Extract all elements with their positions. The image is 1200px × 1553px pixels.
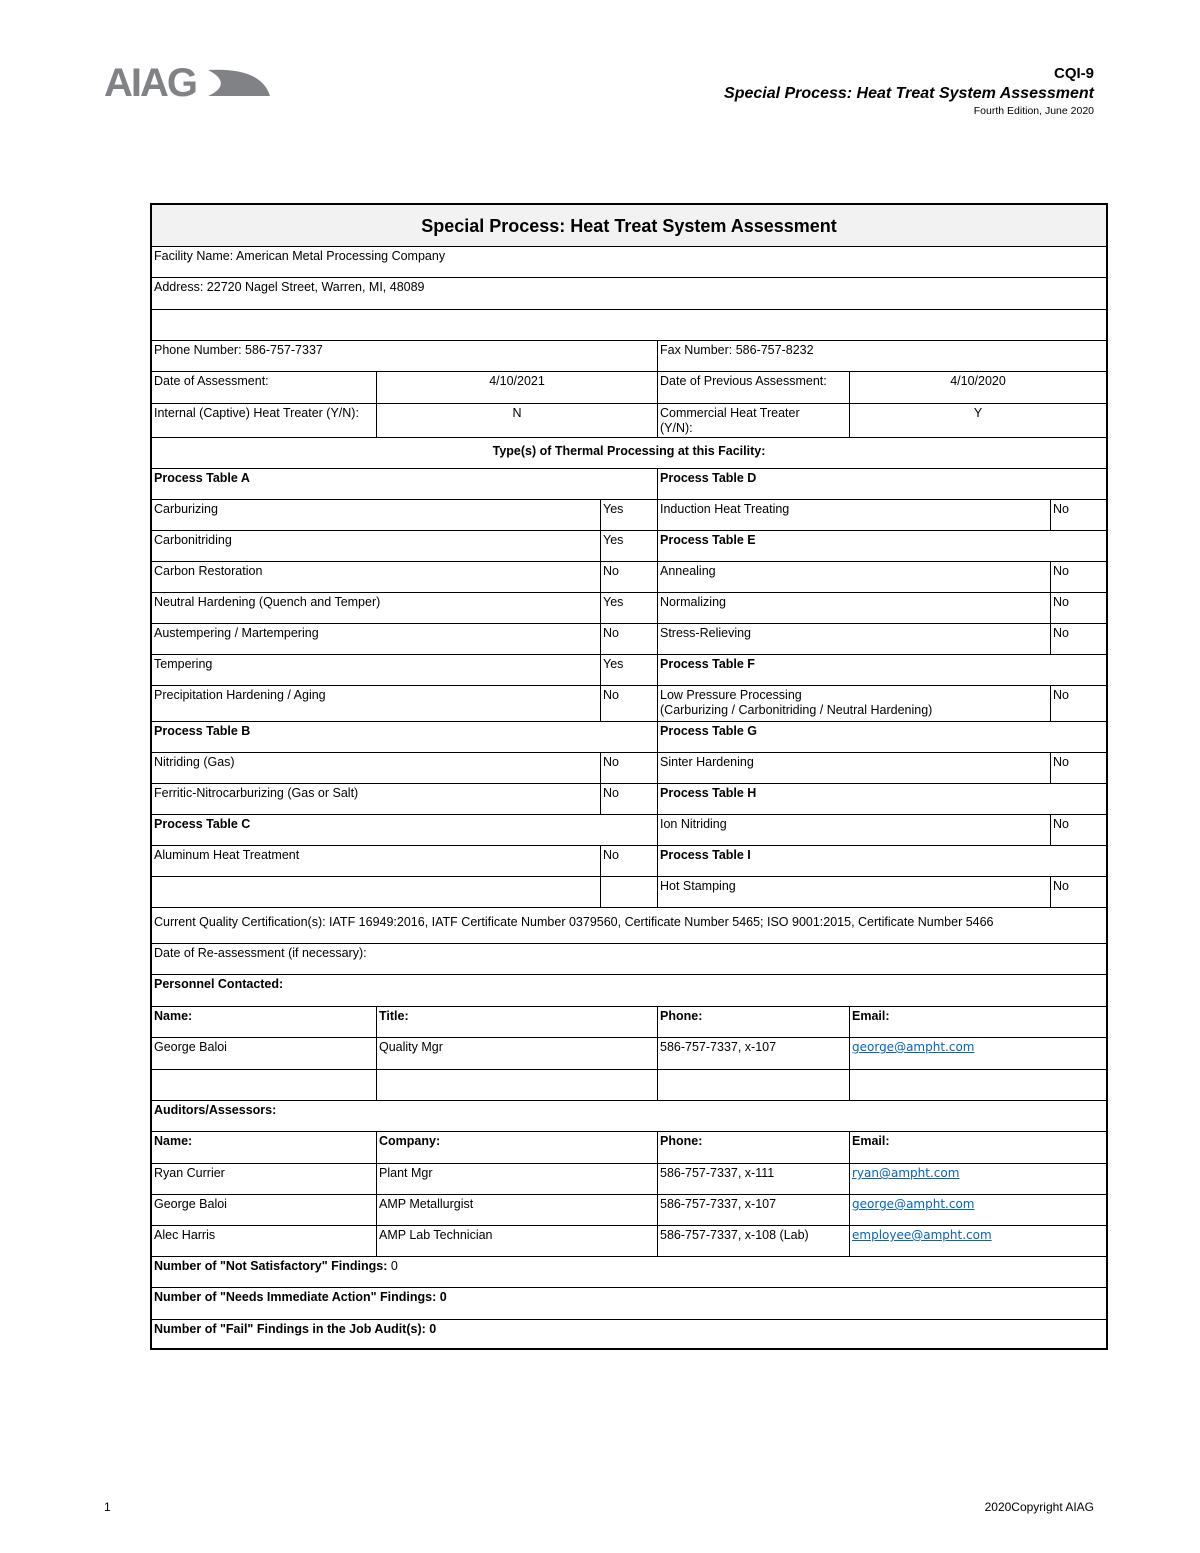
process-name	[657, 753, 1050, 783]
personnel-title[interactable]	[376, 1070, 657, 1100]
process-row	[152, 753, 1106, 784]
auditor-company[interactable]: AMP Metallurgist	[376, 1195, 657, 1225]
personnel-col-phone: Phone:	[657, 1007, 849, 1037]
auditors-heading-row	[152, 1101, 1106, 1132]
process-row	[152, 500, 1106, 531]
process-row	[152, 784, 1106, 815]
auditor-phone[interactable]: 586-757-7337, x-107	[657, 1195, 849, 1225]
facility-name[interactable]: Facility Name: American Metal Processing Company	[154, 249, 446, 263]
aiag-logo-swoosh	[208, 70, 270, 96]
process-name-text: Induction Heat Treating	[660, 502, 790, 516]
process-table-heading: Process Table I	[657, 846, 1106, 876]
facility-row	[152, 247, 1106, 278]
process-name	[657, 593, 1050, 623]
captive-heat-treater-label: Internal (Captive) Heat Treater (Y/N):	[154, 406, 359, 420]
process-name: Carbonitriding	[154, 533, 232, 547]
document-header	[724, 64, 1094, 118]
process-value[interactable]: No	[600, 846, 657, 876]
phone-number[interactable]: Phone Number: 586-757-7337	[154, 343, 323, 357]
copyright: 2020Copyright AIAG	[984, 1500, 1094, 1514]
auditor-email-link[interactable]: george@ampht.com	[852, 1197, 975, 1211]
process-name-text: Ion Nitriding	[660, 817, 727, 831]
process-table-heading: Process Table B	[154, 724, 251, 738]
aiag-logo-text: AIAG	[104, 62, 196, 102]
process-name-text: Sinter Hardening	[660, 755, 754, 769]
personnel-title[interactable]: Quality Mgr	[376, 1038, 657, 1069]
process-name-text: Annealing	[660, 564, 716, 578]
process-name: Austempering / Martempering	[154, 626, 319, 640]
auditor-phone[interactable]: 586-757-7337, x-111	[657, 1164, 849, 1194]
auditor-email-cell	[849, 1226, 1106, 1256]
process-name: Carburizing	[154, 502, 218, 516]
process-name	[657, 500, 1050, 530]
process-table-heading: Process Table A	[154, 471, 250, 485]
process-table-heading: Process Table E	[657, 531, 1106, 561]
reassessment-row	[152, 944, 1106, 975]
process-name	[657, 877, 1050, 907]
auditor-row	[152, 1195, 1106, 1226]
process-value[interactable]: No	[1050, 815, 1106, 845]
process-row	[152, 846, 1106, 877]
process-value[interactable]: No	[1050, 593, 1106, 623]
fail-findings-row	[152, 1320, 1106, 1348]
process-value[interactable]: Yes	[600, 593, 657, 623]
process-name: Carbon Restoration	[154, 564, 263, 578]
reassessment-date[interactable]: Date of Re-assessment (if necessary):	[154, 946, 367, 960]
process-row	[152, 877, 1106, 908]
process-row	[152, 624, 1106, 655]
auditors-col-email: Email:	[849, 1132, 1106, 1163]
process-row	[152, 593, 1106, 624]
process-row	[152, 655, 1106, 686]
personnel-heading: Personnel Contacted:	[154, 977, 284, 991]
process-name-text: Hot Stamping	[660, 879, 736, 893]
process-name: Nitriding (Gas)	[154, 755, 235, 769]
auditors-col-phone: Phone:	[657, 1132, 849, 1163]
auditors-heading: Auditors/Assessors:	[154, 1103, 277, 1117]
personnel-email-link[interactable]: george@ampht.com	[852, 1040, 975, 1054]
process-row	[152, 722, 1106, 753]
process-value[interactable]: No	[1050, 500, 1106, 530]
process-value[interactable]: No	[1050, 562, 1106, 592]
process-name	[657, 562, 1050, 592]
form-title: Special Process: Heat Treat System Assessment	[421, 216, 837, 236]
date-of-assessment-label: Date of Assessment:	[154, 374, 269, 388]
process-name: Tempering	[154, 657, 213, 671]
auditor-name[interactable]: Alec Harris	[154, 1228, 216, 1242]
document-edition: Fourth Edition, June 2020	[973, 105, 1094, 117]
personnel-row	[152, 1038, 1106, 1070]
auditor-name[interactable]: Ryan Currier	[154, 1166, 225, 1180]
process-value[interactable]: No	[1050, 877, 1106, 907]
process-table-heading: Process Table G	[657, 722, 1106, 752]
auditor-row	[152, 1226, 1106, 1257]
auditor-name[interactable]: George Baloi	[154, 1197, 227, 1211]
previous-assessment-value[interactable]: 4/10/2020	[849, 372, 1106, 403]
process-name	[657, 624, 1050, 654]
blank-row	[152, 310, 1106, 341]
process-name-text: Low Pressure Processing	[660, 688, 802, 702]
auditor-phone[interactable]: 586-757-7337, x-108 (Lab)	[657, 1226, 849, 1256]
process-table-heading: Process Table F	[657, 655, 1106, 685]
aiag-logo	[104, 62, 274, 102]
process-value[interactable]: Yes	[600, 531, 657, 561]
process-value[interactable]: No	[600, 753, 657, 783]
personnel-row	[152, 1070, 1106, 1101]
personnel-heading-row	[152, 975, 1106, 1007]
auditor-email-link[interactable]: employee@ampht.com	[852, 1228, 992, 1242]
process-row	[152, 815, 1106, 846]
immediate-action-findings[interactable]: Number of "Needs Immediate Action" Findings: 0	[154, 1290, 447, 1304]
auditor-email-cell	[849, 1164, 1106, 1194]
quality-certifications[interactable]: Current Quality Certification(s): IATF 16949:2016, IATF Certificate Number 0379560, Certificate Number 5465; ISO 9001:2015, Certificate Number 5466	[154, 915, 994, 929]
personnel-name[interactable]: George Baloi	[154, 1040, 227, 1054]
process-value[interactable]: Yes	[600, 655, 657, 685]
personnel-col-title: Title:	[376, 1007, 657, 1037]
process-name-text: Normalizing	[660, 595, 726, 609]
fail-findings[interactable]: Number of "Fail" Findings in the Job Audit(s): 0	[154, 1322, 437, 1336]
personnel-name[interactable]	[152, 1070, 376, 1100]
personnel-email-cell	[849, 1038, 1106, 1069]
process-row	[152, 531, 1106, 562]
document-code: CQI-9	[1053, 65, 1094, 82]
address-row	[152, 278, 1106, 310]
process-row	[152, 686, 1106, 722]
process-value[interactable]: No	[600, 686, 657, 721]
process-name: Neutral Hardening (Quench and Temper)	[154, 595, 381, 609]
process-name	[152, 877, 600, 907]
auditor-company[interactable]: AMP Lab Technician	[376, 1226, 657, 1256]
not-satisfactory-row	[152, 1257, 1106, 1288]
auditors-col-name: Name:	[154, 1134, 193, 1148]
date-row	[152, 372, 1106, 404]
process-name-text: Stress-Relieving	[660, 626, 752, 640]
auditor-email-link[interactable]: ryan@ampht.com	[852, 1166, 960, 1180]
page-number: 1	[104, 1500, 111, 1514]
not-satisfactory-value[interactable]: 0	[390, 1259, 398, 1273]
not-satisfactory-findings	[152, 1257, 1106, 1287]
personnel-header-row	[152, 1007, 1106, 1038]
personnel-col-email: Email:	[849, 1007, 1106, 1037]
personnel-phone[interactable]: 586-757-7337, x-107	[657, 1038, 849, 1069]
process-value[interactable]: No	[1050, 686, 1106, 721]
personnel-email[interactable]	[849, 1070, 1106, 1100]
form-title-row	[152, 205, 1106, 247]
process-name: Precipitation Hardening / Aging	[154, 688, 326, 702]
captive-heat-treater-value[interactable]: N	[376, 404, 657, 437]
auditor-company[interactable]: Plant Mgr	[376, 1164, 657, 1194]
process-value[interactable]: No	[600, 562, 657, 592]
personnel-col-name: Name:	[154, 1009, 193, 1023]
process-table-heading: Process Table D	[657, 469, 1106, 499]
process-name-subtext: (Carburizing / Carbonitriding / Neutral Hardening)	[660, 703, 933, 717]
assessment-form	[150, 203, 1108, 1350]
process-value[interactable]	[600, 877, 657, 907]
certification-row	[152, 913, 1106, 944]
auditors-header-row	[152, 1132, 1106, 1164]
commercial-heat-treater-label: Commercial Heat Treater (Y/N):	[657, 404, 849, 437]
process-row	[152, 562, 1106, 593]
personnel-phone[interactable]	[657, 1070, 849, 1100]
process-value[interactable]: No	[600, 784, 657, 814]
auditors-col-company: Company:	[376, 1132, 657, 1163]
process-table-heading: Process Table C	[154, 817, 251, 831]
process-value[interactable]: No	[1050, 624, 1106, 654]
process-value[interactable]: Yes	[600, 500, 657, 530]
treater-type-row	[152, 404, 1106, 438]
address[interactable]: Address: 22720 Nagel Street, Warren, MI, 48089	[154, 280, 425, 294]
process-table-heading: Process Table H	[657, 784, 1106, 814]
process-name	[657, 815, 1050, 845]
not-satisfactory-label: Number of "Not Satisfactory" Findings:	[154, 1259, 388, 1273]
immediate-action-row	[152, 1288, 1106, 1320]
previous-assessment-label: Date of Previous Assessment:	[657, 372, 849, 403]
process-row	[152, 469, 1106, 500]
auditor-email-cell	[849, 1195, 1106, 1225]
types-heading-row	[152, 438, 1106, 469]
phone-fax-row	[152, 341, 1106, 372]
fax-number[interactable]: Fax Number: 586-757-8232	[657, 341, 1106, 371]
process-name: Ferritic-Nitrocarburizing (Gas or Salt)	[154, 786, 359, 800]
document-title: Special Process: Heat Treat System Assessment	[724, 85, 1094, 102]
process-name	[657, 686, 1050, 721]
auditor-row	[152, 1164, 1106, 1195]
blank-field[interactable]	[152, 310, 1106, 340]
process-value[interactable]: No	[1050, 753, 1106, 783]
process-name: Aluminum Heat Treatment	[154, 848, 300, 862]
commercial-heat-treater-value[interactable]: Y	[849, 404, 1106, 437]
thermal-processing-heading: Type(s) of Thermal Processing at this Facility:	[492, 444, 766, 458]
process-value[interactable]: No	[600, 624, 657, 654]
date-of-assessment-value[interactable]: 4/10/2021	[376, 372, 657, 403]
